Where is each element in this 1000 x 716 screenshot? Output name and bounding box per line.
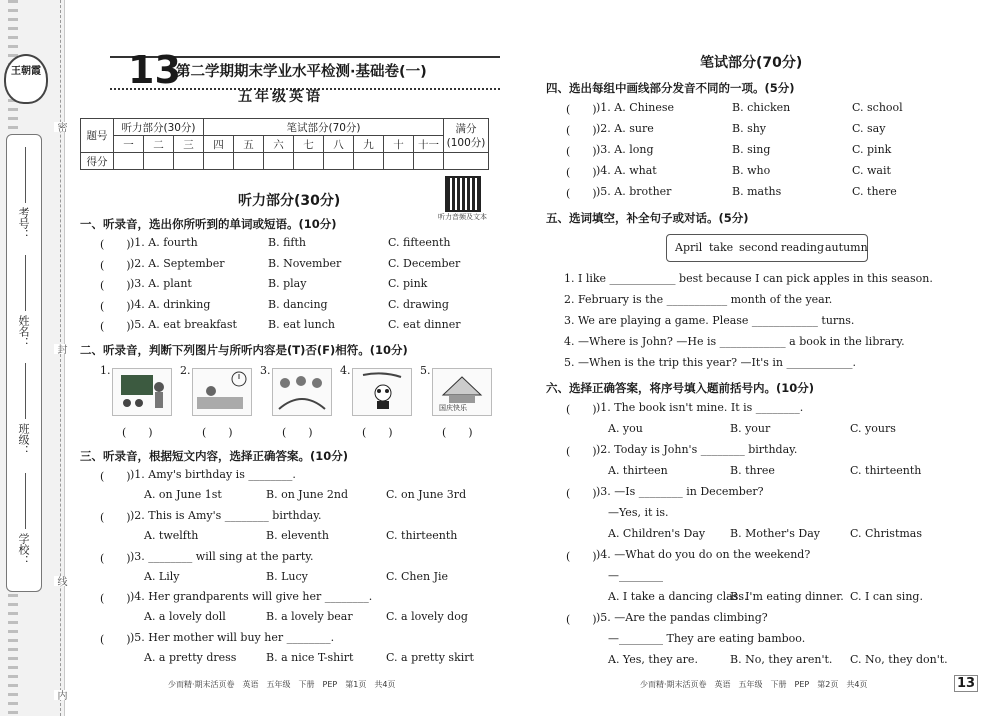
q2-number: 3. — [260, 364, 271, 377]
answer-parens[interactable]: ( ) — [100, 320, 131, 333]
school-label: 学校： — [17, 533, 30, 566]
exam-number-input-line[interactable] — [25, 147, 26, 203]
option-b: B. chicken — [732, 101, 791, 114]
question-stem: )5. Her mother will buy her ________. — [130, 631, 335, 645]
q3-title: 三、听录音，根据短文内容，选择正确答案。(10分) — [80, 449, 349, 463]
answer-parens[interactable]: ( ) — [566, 145, 597, 158]
score-cell[interactable] — [114, 153, 144, 170]
answer-parens[interactable]: ( ) — [100, 299, 131, 313]
paper-number: 13 — [128, 48, 181, 92]
option-c: C. fifteenth — [388, 236, 451, 249]
column-label: 九 — [354, 136, 384, 153]
score-cell[interactable] — [384, 153, 414, 170]
exam-number-label: 考号： — [17, 207, 30, 240]
option-b: B. dancing — [268, 297, 328, 311]
listening-heading: 听力部分(30分) — [238, 193, 341, 209]
brand-logo: 王朝霞 — [4, 54, 48, 104]
option-c: C. thirteenth — [386, 528, 458, 542]
answer-parens[interactable]: ( ) — [100, 258, 131, 272]
q2-number: 1. — [100, 364, 111, 377]
paper-subtitle: 五年级英语 — [238, 89, 323, 105]
option-c: C. I can sing. — [850, 590, 923, 603]
option-c: C. pink — [388, 277, 428, 290]
question-stem: )1. The book isn't mine. It is ________. — [596, 401, 804, 414]
score-cell[interactable] — [324, 153, 354, 170]
question-reply: —________ They are eating bamboo. — [608, 632, 806, 645]
seal-mark: 密 — [55, 122, 66, 132]
option-a: )2. A. sure — [596, 122, 654, 135]
question-stem: )3. —Is ________ in December? — [596, 485, 764, 498]
column-label: 四 — [204, 136, 234, 153]
option-b: B. shy — [732, 122, 767, 135]
option-b: B. on June 2nd — [266, 488, 348, 501]
option-b: B. a nice T-shirt — [266, 651, 354, 665]
option-b: B. three — [730, 464, 775, 477]
option-b: B. sing — [732, 143, 771, 156]
answer-parens[interactable]: ( ) — [100, 279, 131, 292]
option-c: C. say — [852, 122, 886, 135]
score-cell[interactable] — [444, 153, 489, 170]
column-label: 十一 — [414, 136, 444, 153]
option-a: )3. A. long — [596, 143, 654, 156]
option-b: B. Lucy — [266, 569, 308, 583]
full-score-header: 满分 (100分) — [444, 119, 489, 153]
word-bank-item: second — [739, 241, 779, 254]
option-c: C. a pretty skirt — [386, 651, 474, 665]
answer-parens[interactable]: ( ) — [566, 124, 597, 137]
answer-parens[interactable]: ( ) — [100, 633, 131, 647]
option-c: C. Christmas — [850, 527, 922, 540]
option-c: C. eat dinner — [388, 318, 461, 331]
option-c: C. a lovely dog — [386, 610, 468, 624]
option-a: A. Children's Day — [608, 527, 706, 540]
score-cell[interactable] — [234, 153, 264, 170]
option-a: A. you — [608, 422, 643, 435]
name-input-line[interactable] — [25, 255, 26, 311]
q5-title: 五、选词填空，补全句子或对话。(5分) — [546, 211, 749, 225]
option-c: C. thirteenth — [850, 464, 922, 477]
option-a: )5. A. eat breakfast — [130, 318, 237, 331]
column-label: 六 — [264, 136, 294, 153]
option-a: A. on June 1st — [144, 488, 222, 501]
answer-parens[interactable]: ( ) — [566, 613, 597, 626]
column-label: 三 — [174, 136, 204, 153]
option-a: A. twelfth — [144, 528, 199, 542]
option-c: C. on June 3rd — [386, 488, 467, 501]
paper-title: 第二学期期末学业水平检测·基础卷(一) — [176, 64, 427, 80]
option-b: B. your — [730, 422, 771, 435]
score-cell[interactable] — [174, 153, 204, 170]
score-table — [80, 118, 489, 170]
q2-number: 5. — [420, 364, 431, 377]
answer-parens[interactable]: ( ) — [282, 426, 313, 439]
answer-parens[interactable]: ( ) — [100, 592, 131, 606]
column-label: 十 — [384, 136, 414, 153]
q2-number: 2. — [180, 364, 191, 377]
word-bank-item: take — [709, 241, 734, 254]
page-badge: 13 — [954, 675, 978, 692]
option-b: B. who — [732, 164, 771, 177]
option-c: C. there — [852, 185, 897, 198]
q2-number: 4. — [340, 364, 351, 377]
answer-parens[interactable]: ( ) — [566, 487, 597, 500]
option-b: B. play — [268, 277, 307, 290]
option-b: B. No, they aren't. — [730, 653, 833, 666]
word-bank-item: April — [675, 241, 703, 254]
score-cell[interactable] — [144, 153, 174, 170]
option-b: B. a lovely bear — [266, 610, 353, 624]
option-b: B. fifth — [268, 236, 306, 249]
listening-part-header: 听力部分(30分) — [114, 119, 204, 136]
answer-parens[interactable]: ( ) — [566, 403, 597, 416]
answer-parens[interactable]: ( ) — [566, 103, 597, 116]
picture-caption: 国庆快乐 — [439, 404, 467, 412]
word-bank — [666, 234, 868, 262]
class-input-line[interactable] — [25, 363, 26, 419]
answer-parens[interactable]: ( ) — [566, 550, 597, 563]
question-reply: —Yes, it is. — [608, 506, 669, 519]
option-c: C. wait — [852, 164, 891, 177]
column-label: 二 — [144, 136, 174, 153]
answer-parens[interactable]: ( ) — [100, 470, 131, 483]
answer-parens[interactable]: ( ) — [566, 445, 597, 458]
picture-classroom — [112, 368, 172, 416]
word-bank-item: autumn — [825, 241, 868, 254]
q4-title: 四、选出每组中画线部分发音不同的一项。(5分) — [546, 81, 795, 95]
q5-sentence: 3. We are playing a game. Please ____________ turns. — [564, 314, 855, 327]
q5-sentence: 4. —Where is John? —He is ____________ a book in the library. — [564, 335, 905, 348]
option-a: A. a lovely doll — [144, 610, 226, 624]
option-c: C. December — [388, 256, 461, 270]
option-a: A. a pretty dress — [144, 651, 237, 665]
q5-sentence: 5. —When is the trip this year? —It's in ____________. — [564, 356, 857, 369]
option-a: )1. A. fourth — [130, 236, 198, 249]
answer-parens[interactable]: ( ) — [100, 238, 131, 251]
answer-parens[interactable]: ( ) — [100, 551, 131, 565]
option-a: A. I take a dancing class. — [608, 590, 748, 603]
writing-heading: 笔试部分(70分) — [700, 55, 803, 71]
score-cell[interactable] — [204, 153, 234, 170]
q6-title: 六、选择正确答案，将序号填入题前括号内。(10分) — [546, 381, 815, 395]
answer-parens[interactable]: ( ) — [100, 510, 131, 524]
option-c: C. No, they don't. — [850, 653, 948, 666]
question-stem: )2. Today is John's ________ birthday. — [596, 443, 798, 456]
option-a: )2. A. September — [130, 256, 225, 270]
option-a: A. Yes, they are. — [608, 653, 698, 666]
answer-parens[interactable]: ( ) — [566, 166, 597, 179]
option-a: A. thirteen — [608, 464, 668, 477]
q5-sentence: 1. I like ____________ best because I can pick apples in this season. — [564, 272, 933, 285]
option-c: C. Chen Jie — [386, 569, 449, 583]
question-stem: )4. Her grandparents will give her ________. — [130, 590, 373, 604]
option-b: B. November — [268, 256, 342, 270]
option-c: C. school — [852, 101, 903, 114]
question-reply: —________ — [608, 569, 663, 582]
footer-left: 少而精·期末活页卷 英语 五年级 下册 PEP 第1页 共4页 — [168, 680, 396, 689]
option-b: B. I'm eating dinner. — [730, 590, 844, 603]
answer-parens[interactable]: ( ) — [362, 426, 393, 439]
question-stem: )4. —What do you do on the weekend? — [596, 548, 811, 561]
class-label: 班级： — [17, 423, 30, 456]
name-label: 姓名： — [17, 315, 30, 348]
option-a: )4. A. drinking — [130, 297, 211, 311]
picture-children-party — [272, 368, 332, 416]
seal-mark: 封 — [55, 344, 66, 354]
option-b: B. eleventh — [266, 528, 329, 542]
column-label: 八 — [324, 136, 354, 153]
column-label: 一 — [114, 136, 144, 153]
word-bank-item: reading — [781, 241, 825, 254]
option-b: B. eat lunch — [268, 318, 335, 331]
option-a: A. Lily — [144, 569, 180, 583]
seal-mark: 线 — [55, 576, 66, 586]
option-a: )3. A. plant — [130, 277, 192, 290]
question-stem: )2. This is Amy's ________ birthday. — [130, 508, 322, 522]
score-cell[interactable] — [354, 153, 384, 170]
answer-parens[interactable]: ( ) — [442, 426, 473, 439]
question-stem: )5. —Are the pandas climbing? — [596, 611, 768, 624]
picture-panda-tree — [352, 368, 412, 416]
writing-part-header: 笔试部分(70分) — [204, 119, 444, 136]
score-cell[interactable] — [414, 153, 444, 170]
seal-mark: 内 — [55, 690, 66, 700]
score-cell[interactable] — [264, 153, 294, 170]
answer-parens[interactable]: ( ) — [122, 426, 153, 439]
option-a: )5. A. brother — [596, 185, 672, 198]
qr-caption: 听力音频及文本 — [438, 213, 487, 221]
option-a: )4. A. what — [596, 164, 657, 177]
qr-code[interactable] — [447, 178, 479, 210]
answer-parens[interactable]: ( ) — [202, 426, 233, 439]
column-label: 五 — [234, 136, 264, 153]
footer-right: 少而精·期末活页卷 英语 五年级 下册 PEP 第2页 共4页 — [640, 680, 868, 689]
score-row-label: 得分 — [81, 153, 114, 170]
answer-parens[interactable]: ( ) — [566, 187, 597, 200]
q1-title: 一、听录音，选出你所听到的单词或短语。(10分) — [80, 217, 337, 231]
option-a: )1. A. Chinese — [596, 101, 674, 114]
q2-title: 二、听录音，判断下列图片与所听内容是(T)否(F)相符。(10分) — [80, 343, 408, 357]
q5-sentence: 2. February is the ___________ month of the year. — [564, 293, 833, 306]
picture-bed-clock — [192, 368, 252, 416]
option-c: C. pink — [852, 143, 892, 156]
school-input-line[interactable] — [25, 473, 26, 529]
option-c: C. yours — [850, 422, 896, 435]
option-c: C. drawing — [388, 297, 449, 311]
question-stem: )3. ________ will sing at the party. — [130, 549, 314, 563]
option-b: B. maths — [732, 185, 782, 198]
question-number-header: 题号 — [81, 119, 114, 153]
student-info-box — [6, 134, 42, 592]
option-b: B. Mother's Day — [730, 527, 820, 540]
question-stem: )1. Amy's birthday is ________. — [130, 468, 296, 481]
column-label: 七 — [294, 136, 324, 153]
seal-dashed-line — [60, 0, 61, 716]
score-cell[interactable] — [294, 153, 324, 170]
picture-national-day — [432, 368, 492, 416]
